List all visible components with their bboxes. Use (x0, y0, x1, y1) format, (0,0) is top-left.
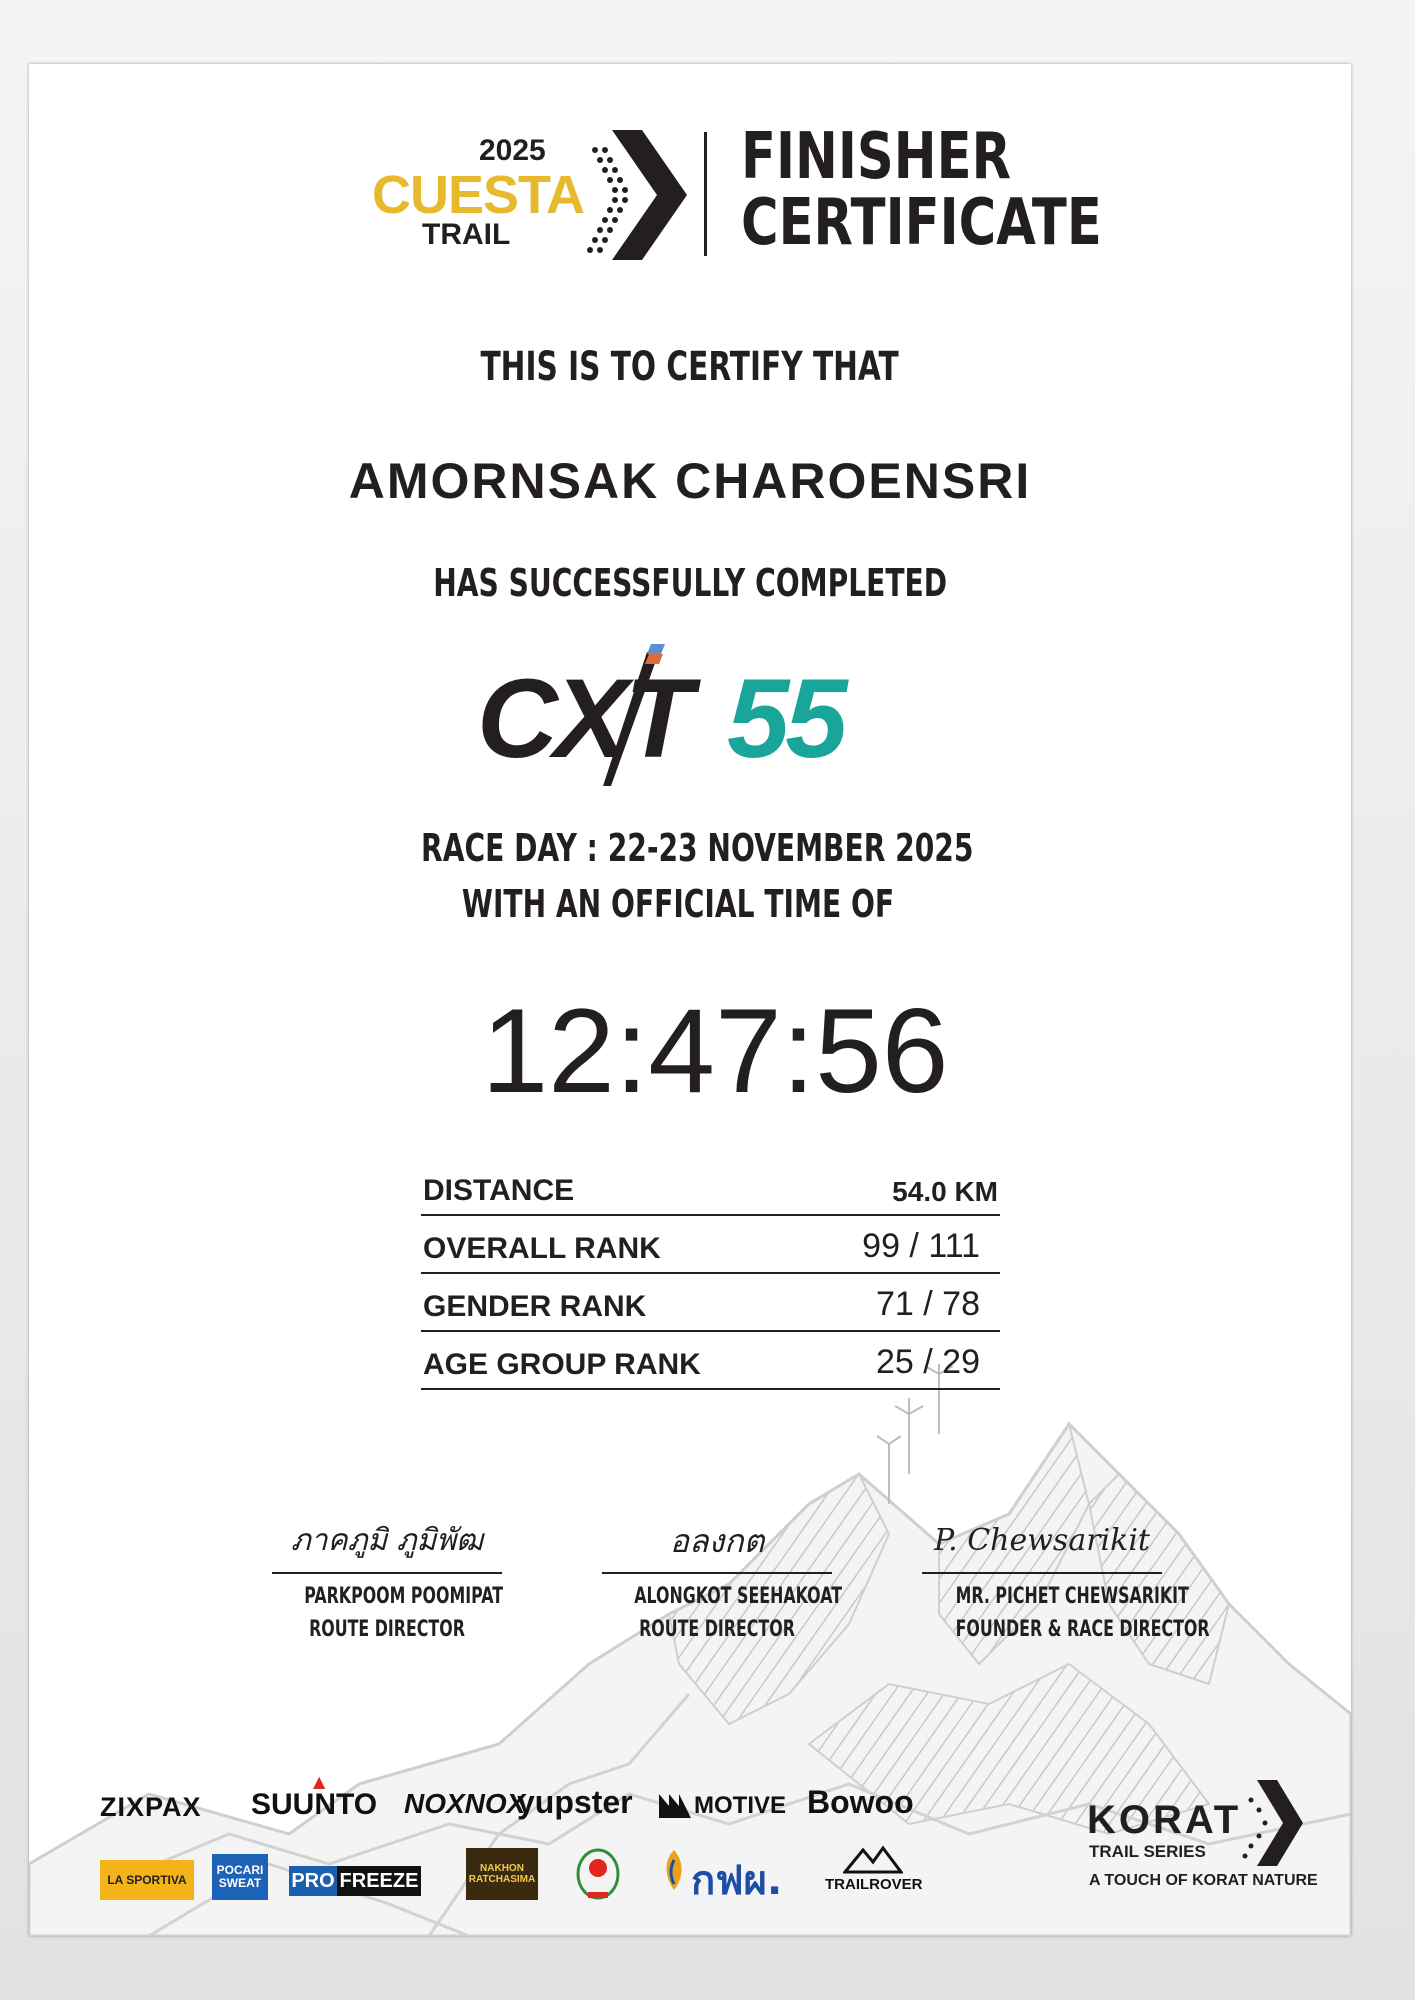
race-day-row (29, 826, 1351, 870)
completed-text: HAS SUCCESSFULLY COMPLETED (433, 561, 947, 605)
stats-table (421, 1158, 1000, 1390)
signature-line (602, 1572, 832, 1574)
race-logo-number: 55 (727, 656, 844, 781)
sponsor-noxnox: NOXNOX (404, 1788, 526, 1819)
race-logo (477, 644, 957, 794)
sponsor-trailrover: TRAILROVER (825, 1876, 923, 1893)
title-line-1: FINISHER (741, 120, 1012, 194)
korat-x-icon (1237, 1780, 1303, 1866)
signature-role: FOUNDER & RACE DIRECTOR (955, 1617, 1210, 1642)
official-time: 12:47:56 (481, 984, 949, 1118)
certificate-sheet (29, 64, 1351, 1936)
korat-tagline: A TOUCH OF KORAT NATURE (1089, 1872, 1318, 1889)
signature-script: อลงกต (669, 1522, 765, 1560)
sponsor-bowoo: Bowoo (807, 1784, 914, 1820)
race-logo-letters: CXT (477, 656, 689, 781)
stats-value: 25 / 29 (876, 1343, 980, 1381)
stats-row-age-group-rank (421, 1332, 1000, 1390)
stats-label: GENDER RANK (423, 1290, 647, 1323)
race-day: RACE DAY : 22-23 NOVEMBER 2025 (420, 826, 974, 870)
sponsor-egat: กฟผ. (691, 1858, 783, 1904)
signature-name: MR. PICHET CHEWSARIKIT (955, 1584, 1189, 1609)
stats-label: DISTANCE (423, 1174, 575, 1207)
event-brand-trail: TRAIL (422, 218, 511, 251)
signature-line (922, 1572, 1162, 1574)
header-divider (704, 132, 707, 256)
stats-value: 54.0 KM (892, 1176, 998, 1207)
finisher-name: AMORNSAK CHAROENSRI (348, 453, 1032, 509)
official-time-label-row (29, 882, 1351, 926)
event-year: 2025 (479, 134, 546, 167)
stats-row-overall-rank (421, 1216, 1000, 1274)
official-time-row (29, 982, 1351, 1120)
sponsor-motive: MOTIVE (694, 1792, 787, 1819)
sponsor-zixpax: ZIXPAX (100, 1792, 202, 1822)
egat-emblem-icon (660, 1846, 690, 1894)
signature-role: ROUTE DIRECTOR (639, 1617, 795, 1642)
signature-block-3 (922, 1514, 1210, 1646)
stats-row-distance (421, 1158, 1000, 1216)
certify-intro-row (29, 344, 1351, 390)
title-line-2: CERTIFICATE (741, 186, 1102, 260)
sponsor-la-sportiva: LA SPORTIVA (100, 1860, 194, 1900)
signature-name: ALONGKOT SEEHAKOAT (634, 1584, 843, 1609)
sponsor-nakhon-ratchasima: NAKHON RATCHASIMA (466, 1848, 538, 1900)
stats-label: OVERALL RANK (423, 1232, 661, 1265)
event-brand-cuesta: CUESTA (372, 165, 585, 225)
signature-role: ROUTE DIRECTOR (309, 1617, 465, 1642)
official-time-label: WITH AN OFFICIAL TIME OF (461, 882, 895, 926)
cuesta-x-logo (567, 130, 687, 260)
certificate-title (741, 120, 1102, 260)
sponsor-pro: PRO (289, 1866, 337, 1896)
signature-name: PARKPOOM POOMIPAT (304, 1584, 504, 1609)
trailrover-mountain-icon (843, 1844, 903, 1874)
stats-label: AGE GROUP RANK (423, 1348, 701, 1381)
signature-line (272, 1572, 502, 1574)
motive-mark-icon (659, 1794, 691, 1818)
finisher-name-row (29, 452, 1351, 510)
korat-trail-series-logo (1087, 1780, 1337, 1900)
sponsor-suunto: SUUNTO (251, 1788, 378, 1821)
elephant-emblem-icon (574, 1842, 622, 1902)
stats-value: 71 / 78 (876, 1285, 980, 1323)
korat-brand: KORAT (1087, 1798, 1242, 1842)
certify-intro: THIS IS TO CERTIFY THAT (480, 344, 900, 390)
stats-value: 99 / 111 (862, 1227, 980, 1265)
completed-row (29, 561, 1351, 605)
signature-script: ภาคภูมิ ภูมิพัฒ (290, 1523, 484, 1558)
stats-row-gender-rank (421, 1274, 1000, 1332)
signature-script: P. Chewsarikit (934, 1523, 1150, 1558)
sponsor-freeze: FREEZE (337, 1866, 421, 1896)
signature-block-1 (272, 1514, 502, 1646)
korat-series: TRAIL SERIES (1089, 1842, 1206, 1861)
signature-block-2 (602, 1514, 843, 1646)
sponsor-yupster: yupster (517, 1784, 633, 1820)
suunto-triangle-icon: ▲ (313, 1772, 326, 1791)
sponsor-pocari-sweat: POCARI SWEAT (212, 1854, 268, 1900)
